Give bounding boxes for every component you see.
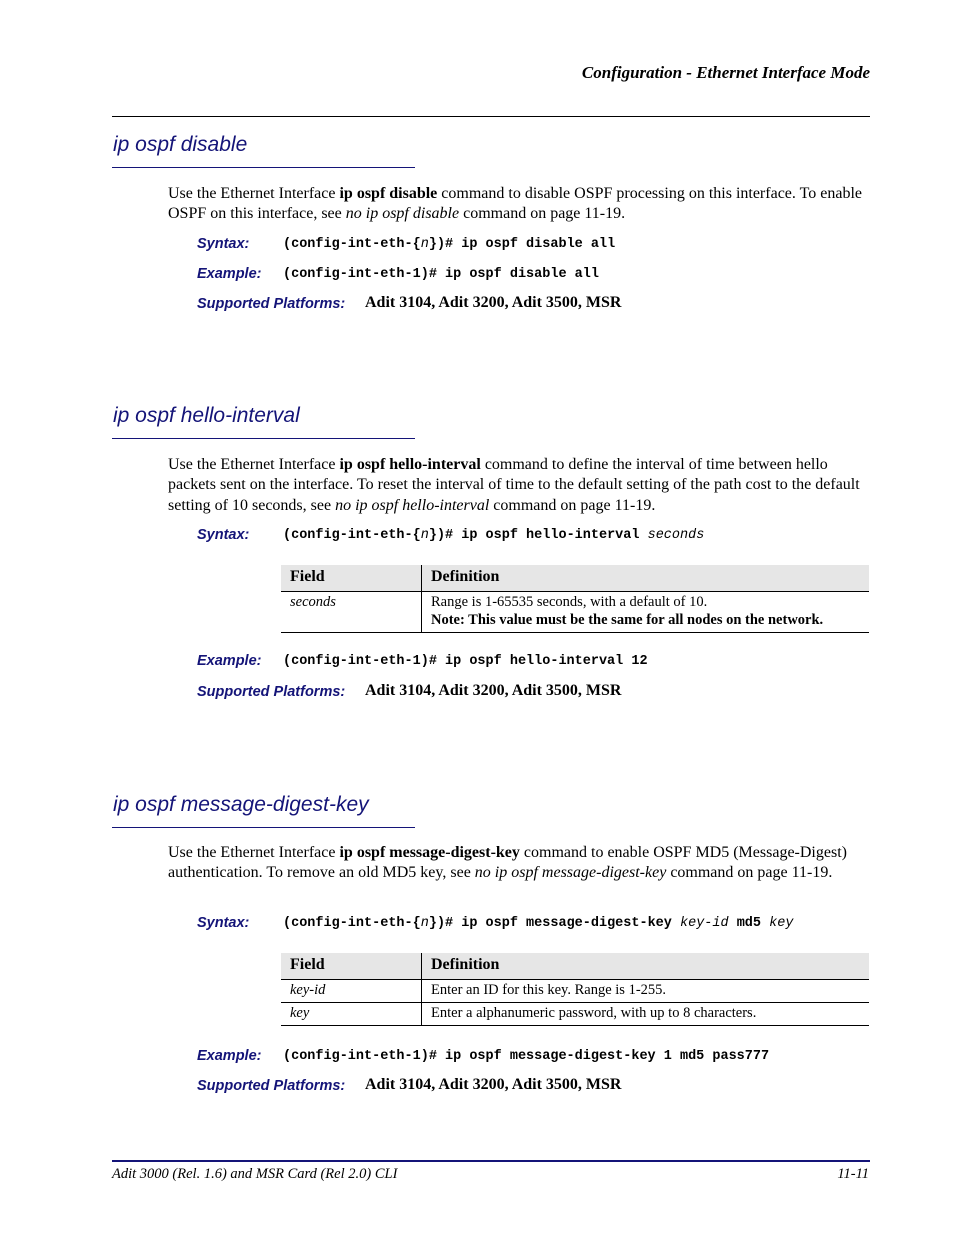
table-cell-field: seconds (281, 592, 422, 633)
footer-document-title: Adit 3000 (Rel. 1.6) and MSR Card (Rel 2.0) CLI (112, 1166, 398, 1182)
section-title-ip-ospf-hello-interval: ip ospf hello-interval (113, 404, 300, 427)
header-rule (112, 116, 870, 117)
section-description: Use the Ethernet Interface ip ospf hello-interval command to define the interval of time between hello packets sent on the interface. To reset the interval of time to the default setting of the path cost to the default setting of 10 seconds, see no ip ospf hello-interval command on page 11-19. (168, 456, 860, 514)
section-rule (112, 827, 415, 828)
table-row (281, 980, 869, 1003)
table-cell-definition: Enter an ID for this key. Range is 1-255. (422, 980, 870, 1003)
example-code: (config-int-eth-1)# ip ospf disable all (283, 267, 599, 282)
table-cell-field: key-id (281, 980, 422, 1003)
section-description: Use the Ethernet Interface ip ospf message-digest-key command to enable OSPF MD5 (Message-Digest) authentication. To remove an old MD5 key, see no ip ospf message-digest-key command on page 11-19. (168, 844, 847, 882)
syntax-code: (config-int-eth-{n})# ip ospf disable all (283, 237, 616, 252)
field-definition-table (281, 953, 869, 1026)
section-description: Use the Ethernet Interface ip ospf disable command to disable OSPF processing on this interface. To enable OSPF on this interface, see no ip ospf disable command on page 11-19. (168, 185, 863, 223)
table-row (281, 592, 869, 633)
section-title-ip-ospf-disable: ip ospf disable (113, 133, 248, 156)
table-header-field: Field (281, 565, 422, 592)
table-cell-field: key (281, 1003, 422, 1026)
running-header: Configuration - Ethernet Interface Mode (581, 63, 870, 82)
table-header-definition: Definition (422, 953, 870, 980)
example-label: Example: (197, 1048, 262, 1064)
platforms-value: Adit 3104, Adit 3200, Adit 3500, MSR (365, 1076, 622, 1093)
table-cell-definition: Enter a alphanumeric password, with up to 8 characters. (422, 1003, 870, 1026)
syntax-code: (config-int-eth-{n})# ip ospf hello-interval seconds (283, 528, 705, 543)
platforms-value: Adit 3104, Adit 3200, Adit 3500, MSR (365, 294, 622, 311)
platforms-label: Supported Platforms: (197, 1078, 346, 1094)
table-header-definition: Definition (422, 565, 870, 592)
syntax-code: (config-int-eth-{n})# ip ospf message-digest-key key-id md5 key (283, 916, 794, 931)
table-header-field: Field (281, 953, 422, 980)
platforms-label: Supported Platforms: (197, 296, 346, 312)
syntax-label: Syntax: (197, 915, 250, 931)
example-code: (config-int-eth-1)# ip ospf hello-interval 12 (283, 654, 648, 669)
section-rule (112, 438, 415, 439)
section-rule (112, 167, 415, 168)
page-number: 11-11 (837, 1166, 869, 1182)
table-cell-definition: Range is 1-65535 seconds, with a default of 10. Note: This value must be the same for all nodes on the network. (422, 592, 870, 633)
section-title-ip-ospf-message-digest-key: ip ospf message-digest-key (113, 793, 369, 816)
table-row (281, 1003, 869, 1026)
example-label: Example: (197, 266, 262, 282)
syntax-label: Syntax: (197, 236, 250, 252)
platforms-value: Adit 3104, Adit 3200, Adit 3500, MSR (365, 682, 622, 699)
syntax-label: Syntax: (197, 527, 250, 543)
platforms-label: Supported Platforms: (197, 684, 346, 700)
table-note: Note: This value must be the same for all nodes on the network. (431, 612, 824, 628)
footer-rule (112, 1160, 870, 1162)
field-definition-table (281, 565, 869, 633)
example-code: (config-int-eth-1)# ip ospf message-digest-key 1 md5 pass777 (283, 1049, 770, 1064)
example-label: Example: (197, 653, 262, 669)
